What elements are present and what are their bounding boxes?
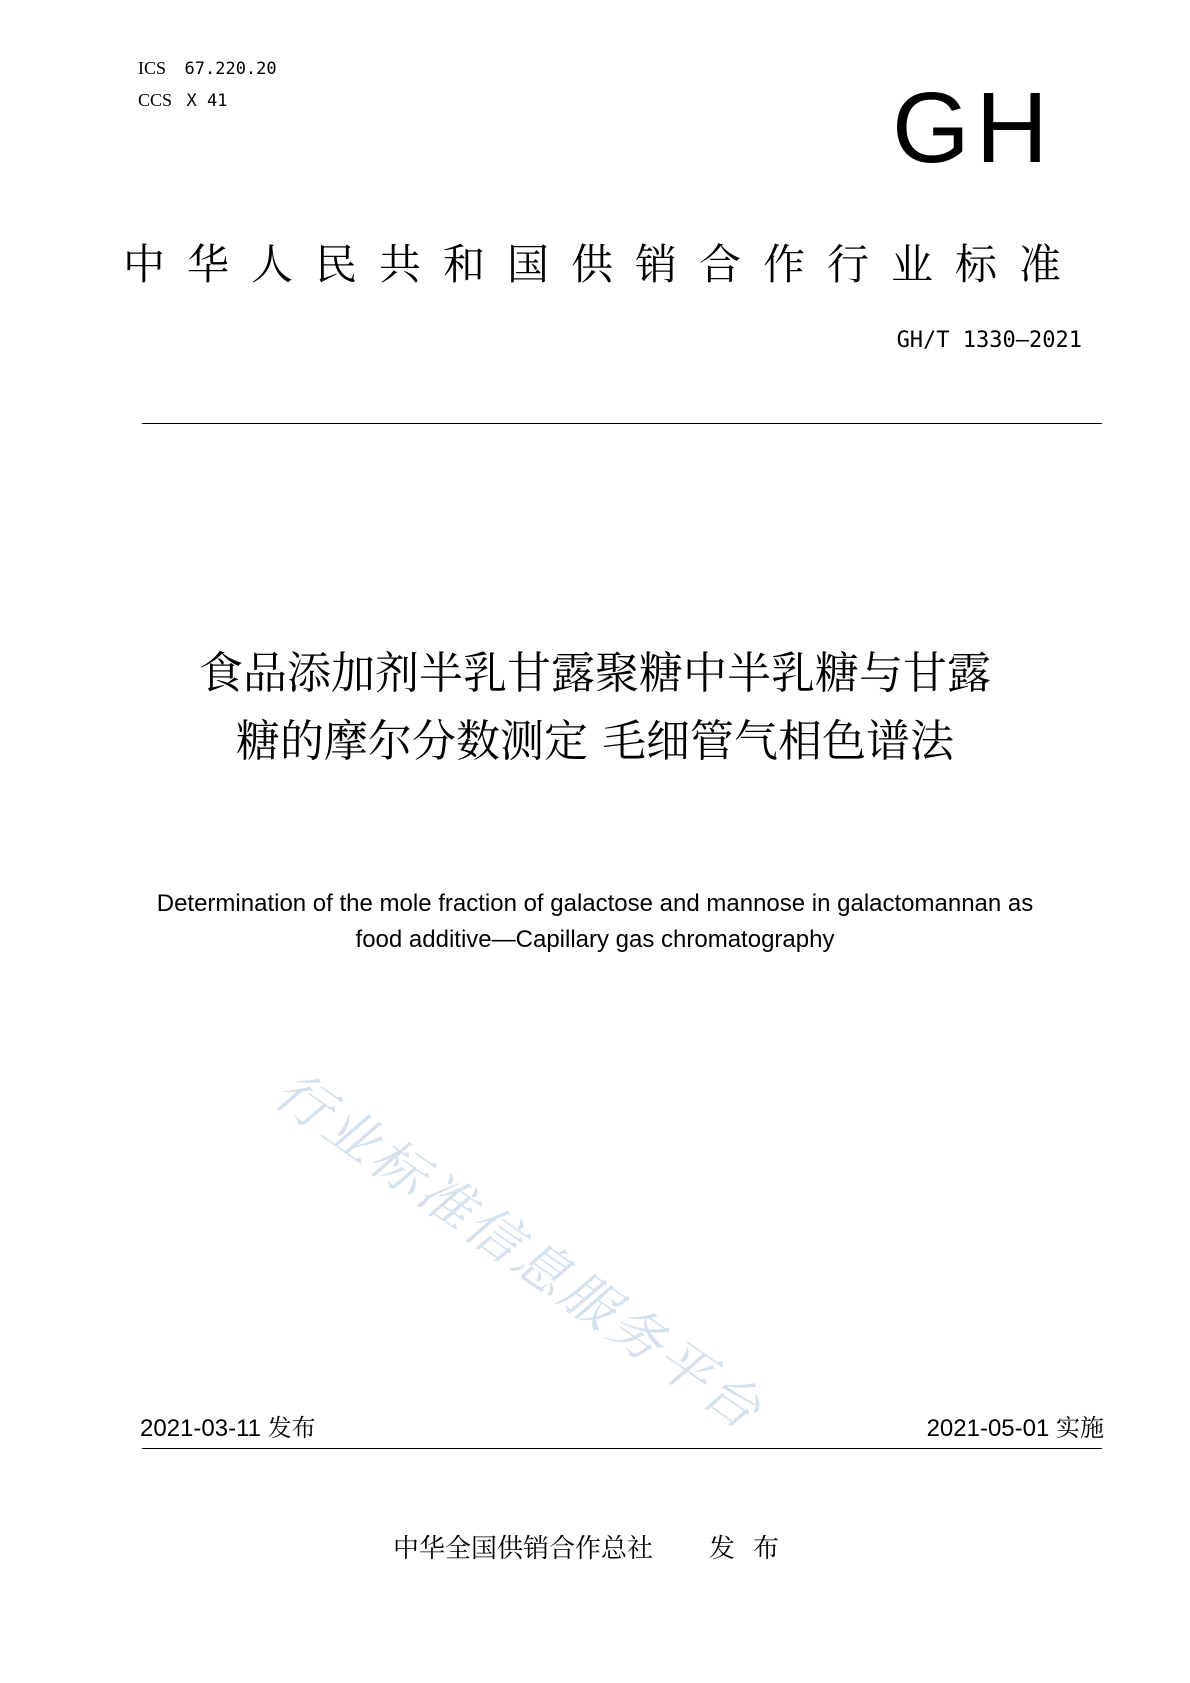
ccs-value: X 41 xyxy=(186,91,228,111)
standard-number: GH/T 1330—2021 xyxy=(896,328,1082,353)
ics-value: 67.220.20 xyxy=(184,59,277,79)
issue-date: 2021-03-11 发布 xyxy=(140,1415,316,1442)
chinese-title-line-2: 糖的摩尔分数测定 毛细管气相色谱法 xyxy=(236,716,954,767)
ics-label: ICS xyxy=(138,58,167,78)
ccs-code xyxy=(138,90,227,111)
chinese-title-line-1: 食品添加剂半乳甘露聚糖中半乳糖与甘露 xyxy=(199,648,991,699)
gh-logo: GH xyxy=(892,72,1054,184)
publisher-action: 发布 xyxy=(709,1534,798,1564)
standard-category-title: 中华人民共和国供销合作行业标准 xyxy=(122,240,1083,289)
ics-code xyxy=(138,58,277,79)
ccs-label: CCS xyxy=(138,90,173,110)
bottom-divider xyxy=(142,1448,1102,1449)
english-title xyxy=(0,886,1190,958)
chinese-title xyxy=(0,640,1190,776)
implementation-date: 2021-05-01 实施 xyxy=(926,1415,1104,1442)
publisher-name: 中华全国供销合作总社 xyxy=(392,1534,653,1564)
publisher xyxy=(0,1528,1190,1565)
english-title-line-1: Determination of the mole fraction of galactose and mannose in galactomannan as xyxy=(156,890,1034,917)
top-divider xyxy=(142,423,1102,424)
watermark: 行业标准信息服务平台 xyxy=(263,1059,775,1444)
english-title-line-2: food additive—Capillary gas chromatography xyxy=(355,926,835,953)
